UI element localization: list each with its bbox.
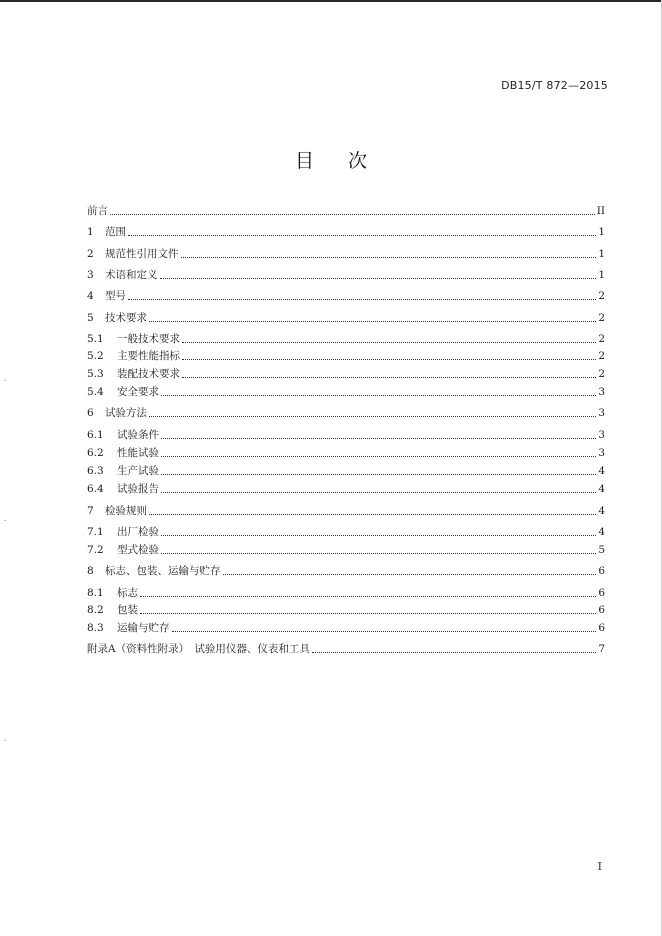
dot-leader <box>182 358 596 360</box>
dot-leader <box>149 320 596 322</box>
dot-leader <box>128 298 596 300</box>
toc-entry-page: 2 <box>598 312 605 324</box>
dot-leader <box>110 213 595 215</box>
page-number: I <box>597 860 602 873</box>
toc-entry-number: 7.2 <box>87 544 104 556</box>
dot-leader <box>161 534 596 536</box>
toc-entry[interactable] <box>87 245 605 261</box>
toc-entry[interactable] <box>87 562 605 578</box>
toc-entry[interactable] <box>87 462 605 478</box>
toc-entry-page: 3 <box>598 447 605 459</box>
toc-entry-number: 4 <box>87 290 94 302</box>
toc-entry[interactable] <box>87 266 605 282</box>
toc-entry-label: 范围 <box>105 226 126 238</box>
toc-entry-number: 5 <box>87 312 94 324</box>
toc-entry-page: 4 <box>598 483 605 495</box>
toc-entry[interactable] <box>87 619 605 635</box>
toc-entry-page: 3 <box>598 386 605 398</box>
toc-entry-page: 5 <box>598 544 605 556</box>
toc-entry-number: 1 <box>87 226 94 238</box>
dot-leader <box>128 234 596 236</box>
toc-entry-page: II <box>596 205 605 217</box>
toc-entry-page: 1 <box>598 248 605 260</box>
dot-leader <box>140 595 596 597</box>
toc-entry[interactable] <box>87 287 605 303</box>
toc-entry-number: 6.4 <box>87 483 104 495</box>
toc-entry-page: 6 <box>598 565 605 577</box>
toc-entry-label: 标志、包装、运输与贮存 <box>105 565 221 577</box>
dot-leader <box>161 473 596 475</box>
toc-entry-label: 运输与贮存 <box>117 622 170 634</box>
toc-entry-label: 技术要求 <box>105 312 147 324</box>
dot-leader <box>160 277 597 279</box>
toc-entry[interactable] <box>87 347 605 363</box>
toc-entry[interactable] <box>87 444 605 460</box>
toc-entry-label: 检验规则 <box>105 505 147 517</box>
toc-entry-page: 6 <box>598 604 605 616</box>
toc-entry-label: 型号 <box>105 290 126 302</box>
toc-title: 目次 <box>294 150 401 172</box>
top-border <box>0 0 662 2</box>
toc-entry-number: 5.1 <box>87 333 104 345</box>
toc-entry-number: 7 <box>87 505 94 517</box>
toc-entry-page: 7 <box>598 643 605 655</box>
toc-entry-page: 6 <box>598 622 605 634</box>
dot-leader <box>161 455 596 457</box>
toc-entry-number: 6.2 <box>87 447 104 459</box>
toc-entry-label: 型式检验 <box>117 544 159 556</box>
toc-entry[interactable] <box>87 480 605 496</box>
toc-entry[interactable] <box>87 426 605 442</box>
dot-leader <box>161 491 596 493</box>
dot-leader <box>181 256 597 258</box>
toc-entry[interactable] <box>87 309 605 325</box>
toc-entry-number: 3 <box>87 269 94 281</box>
toc-entry-number: 6 <box>87 407 94 419</box>
toc-entry-label: 性能试验 <box>117 447 159 459</box>
toc-entry-label: 附录A（资料性附录） 试验用仪器、仪表和工具 <box>87 643 310 655</box>
toc-entry-label: 装配技术要求 <box>117 368 180 380</box>
toc-entry-page: 2 <box>598 350 605 362</box>
toc-entry-page: 2 <box>598 290 605 302</box>
toc-entry-page: 1 <box>598 269 605 281</box>
toc-entry[interactable] <box>87 202 605 218</box>
toc-entry[interactable] <box>87 584 605 600</box>
toc-entry-label: 标志 <box>117 587 138 599</box>
toc-entry-label: 出厂检验 <box>117 526 159 538</box>
toc-entry-label: 术语和定义 <box>105 269 158 281</box>
toc-entry[interactable] <box>87 404 605 420</box>
toc-entry-label: 生产试验 <box>117 465 159 477</box>
toc-entry-label: 试验方法 <box>105 407 147 419</box>
dot-leader <box>182 376 596 378</box>
toc-entry-number: 5.4 <box>87 386 104 398</box>
toc-entry-label: 前言 <box>87 205 108 217</box>
toc-entry-page: 4 <box>598 505 605 517</box>
toc-entry[interactable] <box>87 365 605 381</box>
dot-leader <box>161 552 596 554</box>
toc-entry-number: 5.3 <box>87 368 104 380</box>
dot-leader <box>312 651 596 653</box>
toc-entry[interactable] <box>87 223 605 239</box>
toc-entry-number: 8.3 <box>87 622 104 634</box>
toc-entry-page: 3 <box>598 429 605 441</box>
toc-entry-label: 规范性引用文件 <box>105 248 179 260</box>
toc-entry-number: 6.3 <box>87 465 104 477</box>
dot-leader <box>223 573 597 575</box>
toc-entry-number: 8 <box>87 565 94 577</box>
toc-entry-label: 包装 <box>117 604 138 616</box>
toc-entry-number: 8.2 <box>87 604 104 616</box>
toc-entry-number: 6.1 <box>87 429 104 441</box>
toc-entry-number: 2 <box>87 248 94 260</box>
toc-entry-number: 7.1 <box>87 526 104 538</box>
dot-leader <box>161 394 596 396</box>
toc-entry-page: 3 <box>598 407 605 419</box>
toc-entry-page: 2 <box>598 333 605 345</box>
toc-entry[interactable] <box>87 383 605 399</box>
toc-entry-label: 试验报告 <box>117 483 159 495</box>
dot-leader <box>161 437 596 439</box>
toc-entry-page: 6 <box>598 587 605 599</box>
toc-entry-label: 试验条件 <box>117 429 159 441</box>
dot-leader <box>149 415 596 417</box>
scan-mark <box>4 380 6 381</box>
toc-entry-page: 4 <box>598 465 605 477</box>
scan-mark <box>4 520 6 521</box>
toc-entry[interactable] <box>87 523 605 539</box>
toc-entry[interactable] <box>87 601 605 617</box>
toc-entry-number: 5.2 <box>87 350 104 362</box>
toc-entry[interactable] <box>87 330 605 346</box>
scan-mark <box>4 740 6 741</box>
toc-entry-label: 一般技术要求 <box>117 333 180 345</box>
dot-leader <box>149 513 596 515</box>
dot-leader <box>140 612 596 614</box>
toc-entry-page: 2 <box>598 368 605 380</box>
toc-entry-page: 1 <box>598 226 605 238</box>
toc-entry[interactable] <box>87 541 605 557</box>
toc-entry-page: 4 <box>598 526 605 538</box>
dot-leader <box>182 341 596 343</box>
toc-entry-label: 主要性能指标 <box>117 350 180 362</box>
toc-entry-number: 8.1 <box>87 587 104 599</box>
dot-leader <box>172 630 597 632</box>
toc-entry-label: 安全要求 <box>117 386 159 398</box>
toc-entry[interactable] <box>87 640 605 656</box>
document-code: DB15/T 872—2015 <box>501 79 608 92</box>
toc-entry[interactable] <box>87 502 605 518</box>
